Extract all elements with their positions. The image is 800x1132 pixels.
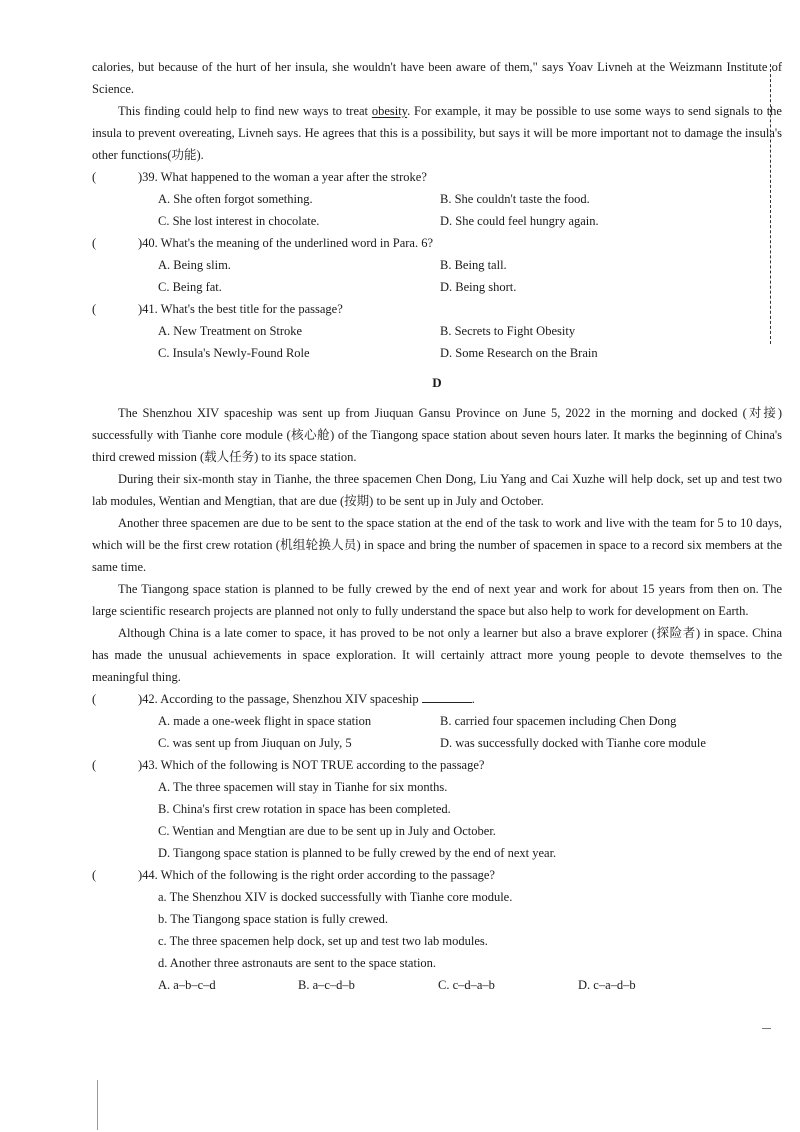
passage-d-paragraph-4: The Tiangong space station is planned to be fully crewed by the end of next year and work for about 15 years from then on. The large scientific research projects are planned not only to fully understand the space but also help to work for development on Earth.	[92, 582, 782, 618]
option-d[interactable]: D. She could feel hungry again.	[440, 214, 599, 228]
question-text: )41. What's the best title for the passage?	[138, 302, 343, 316]
margin-tick	[762, 1028, 771, 1029]
answer-blank[interactable]	[422, 688, 472, 703]
question-42	[92, 688, 782, 754]
question-text: )39. What happened to the woman a year after the stroke?	[138, 170, 427, 184]
passage-c-paragraph-obesity	[92, 100, 782, 166]
options	[92, 776, 782, 864]
question-text: )40. What's the meaning of the underlined word in Para. 6?	[138, 236, 433, 250]
answer-paren[interactable]: (	[92, 302, 97, 316]
option-a[interactable]: A. She often forgot something.	[158, 192, 313, 206]
options	[92, 710, 782, 754]
option-d[interactable]: D. Being short.	[440, 280, 517, 294]
question-stem	[92, 754, 782, 776]
options	[92, 974, 782, 996]
option-b[interactable]: B. She couldn't taste the food.	[440, 192, 590, 206]
answer-paren[interactable]: (	[92, 758, 97, 772]
option-c[interactable]: C. was sent up from Jiuquan on July, 5	[158, 736, 352, 750]
option-d[interactable]: D. was successfully docked with Tianhe core module	[440, 736, 706, 750]
order-items	[92, 886, 782, 974]
margin-line	[97, 1080, 98, 1130]
question-stem	[92, 298, 782, 320]
answer-paren[interactable]: (	[92, 170, 97, 184]
option-d[interactable]: D. Tiangong space station is planned to be fully crewed by the end of next year.	[158, 846, 557, 860]
binding-dashed-line	[770, 64, 771, 344]
option-d[interactable]: D. c–a–d–b	[578, 978, 636, 992]
underlined-word: obesity	[371, 104, 408, 118]
option-a[interactable]: A. a–b–c–d	[158, 978, 216, 992]
question-40	[92, 232, 782, 298]
paragraph-text: . For example, it may be possible to use some ways to send signals to the insula to prevent overeating, Livneh says. He agrees that this is a possibility, but says it will be more important not to damage the insula's other functions(功能).	[92, 104, 782, 162]
option-c[interactable]: C. Wentian and Mengtian are due to be sent up in July and October.	[158, 824, 496, 838]
question-stem	[92, 688, 782, 710]
question-text: )42. According to the passage, Shenzhou XIV spaceship	[138, 692, 419, 706]
option-c[interactable]: C. She lost interest in chocolate.	[158, 214, 320, 228]
option-b[interactable]: B. Being tall.	[440, 258, 507, 272]
question-stem	[92, 232, 782, 254]
answer-paren[interactable]: (	[92, 692, 97, 706]
question-text: )44. Which of the following is the right order according to the passage?	[138, 868, 495, 882]
option-a[interactable]: A. Being slim.	[158, 258, 231, 272]
order-item-c: c. The three spacemen help dock, set up and test two lab modules.	[158, 934, 488, 948]
option-a[interactable]: A. made a one-week flight in space station	[158, 714, 372, 728]
option-b[interactable]: B. Secrets to Fight Obesity	[440, 324, 576, 338]
passage-d-paragraph-1: The Shenzhou XIV spaceship was sent up from Jiuquan Gansu Province on June 5, 2022 in the morning and docked (对接) successfully with Tianhe core module (核心舱) of the Tiangong space station about seven hours later. It marks the beginning of China's third crewed mission (载人任务) to its space station.	[92, 406, 782, 464]
question-stem	[92, 166, 782, 188]
options	[92, 320, 782, 364]
option-a[interactable]: A. New Treatment on Stroke	[158, 324, 303, 338]
option-c[interactable]: C. c–d–a–b	[438, 978, 495, 992]
section-heading-d: D	[432, 375, 442, 390]
question-stem	[92, 864, 782, 886]
passage-c-paragraph-end: calories, but because of the hurt of her insula, she wouldn't have been aware of them," says Yoav Livneh at the Weizmann Institute of Science.	[92, 60, 782, 96]
question-39	[92, 166, 782, 232]
option-b[interactable]: B. carried four spacemen including Chen Dong	[440, 714, 677, 728]
options	[92, 254, 782, 298]
option-b[interactable]: B. a–c–d–b	[298, 978, 355, 992]
question-end: .	[471, 692, 475, 706]
option-c[interactable]: C. Being fat.	[158, 280, 222, 294]
option-d[interactable]: D. Some Research on the Brain	[440, 346, 598, 360]
order-item-d: d. Another three astronauts are sent to the space station.	[158, 956, 437, 970]
option-a[interactable]: A. The three spacemen will stay in Tianhe for six months.	[158, 780, 448, 794]
question-43	[92, 754, 782, 864]
passage-d-paragraph-2: During their six-month stay in Tianhe, the three spacemen Chen Dong, Liu Yang and Cai Xuzhe will help dock, set up and test two lab modules, Wentian and Mengtian, that are due (按期) to be sent up in July and October.	[92, 472, 782, 508]
passage-d-paragraph-5: Although China is a late comer to space, it has proved to be not only a learner but also a brave explorer (探险者) in space. China has made the unusual achievements in space exploration. It will certainly attract more young people to devote themselves to the meaningful thing.	[92, 626, 782, 684]
page	[92, 56, 782, 996]
option-b[interactable]: B. China's first crew rotation in space has been completed.	[158, 802, 451, 816]
question-44	[92, 864, 782, 996]
paragraph-text: This finding could help to find new ways to treat	[118, 104, 372, 118]
order-item-a: a. The Shenzhou XIV is docked successfully with Tianhe core module.	[158, 890, 513, 904]
order-item-b: b. The Tiangong space station is fully crewed.	[158, 912, 388, 926]
question-41	[92, 298, 782, 364]
passage-d-paragraph-3: Another three spacemen are due to be sent to the space station at the end of the task to work and live with the team for 5 to 10 days, which will be the first crew rotation (机组轮换人员) in space and bring the number of spacemen in space to a record six members at the same time.	[92, 516, 782, 574]
question-text: )43. Which of the following is NOT TRUE according to the passage?	[138, 758, 485, 772]
answer-paren[interactable]: (	[92, 868, 97, 882]
answer-paren[interactable]: (	[92, 236, 97, 250]
option-c[interactable]: C. Insula's Newly-Found Role	[158, 346, 310, 360]
options	[92, 188, 782, 232]
